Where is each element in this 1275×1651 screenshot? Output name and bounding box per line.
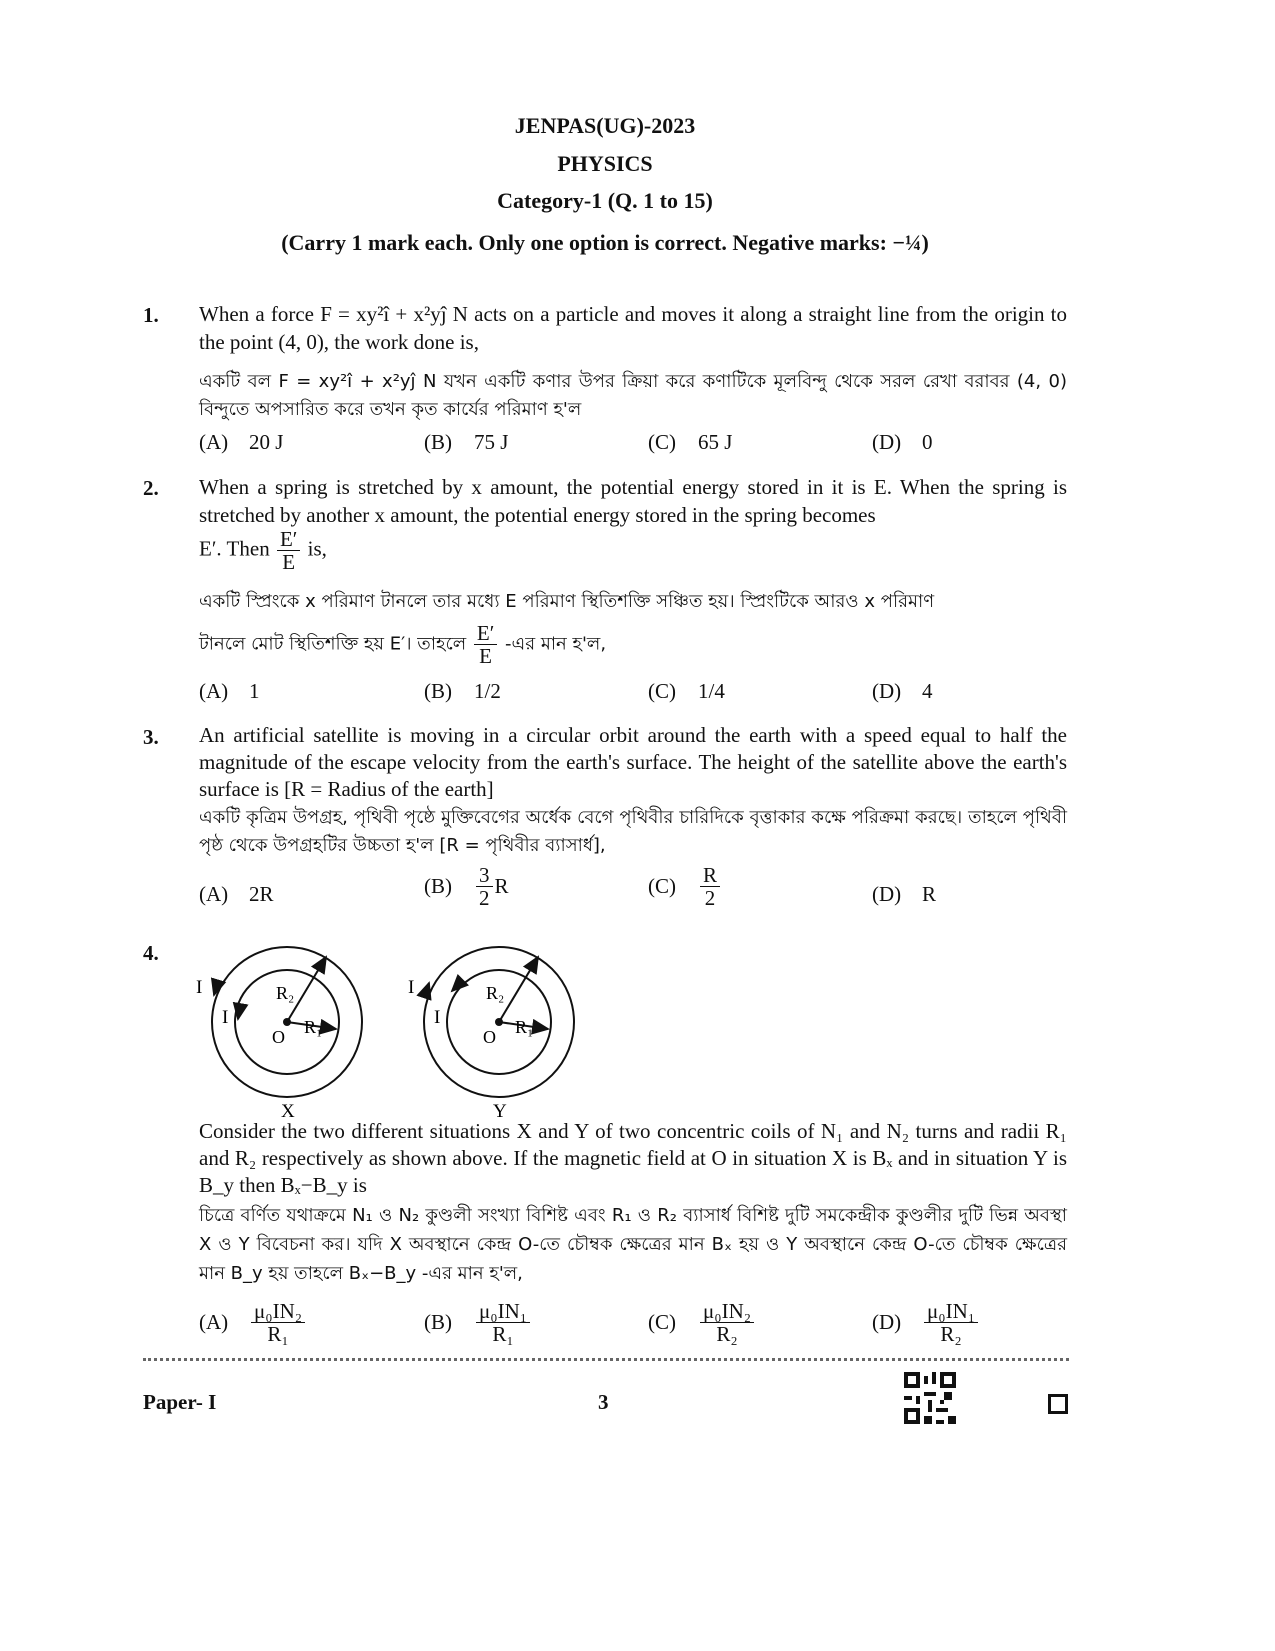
option-a[interactable] xyxy=(199,1300,307,1345)
q2-options xyxy=(199,679,1079,713)
current-arrow-inner xyxy=(238,1007,240,1019)
fraction-denominator: E xyxy=(282,550,296,575)
q2-bn-post: -এর মান হ'ল, xyxy=(505,633,607,655)
center-label: O xyxy=(483,1027,496,1047)
option-c[interactable] xyxy=(648,1300,756,1345)
fraction-denominator: 2 xyxy=(704,886,716,911)
question-2-english-line3 xyxy=(199,528,1067,573)
option-c[interactable] xyxy=(648,430,732,455)
option-label: (C) xyxy=(648,679,676,703)
question-4-bengali: চিত্রে বর্ণিত যথাক্রমে N₁ ও N₂ কুণ্ডলী সংখ্যা বিশিষ্ট এবং R₁ ও R₂ ব্যাসার্ধ বিশিষ্ট দুটি সমকেন্দ্রীক কুণ্ডলীর দুটি ভিন্ন অবস্থা X ও Y বিবেচনা কর। যদি X অবস্থানে কেন্দ্র O-তে চৌম্বক ক্ষেত্রের মান Bₓ হয় ও Y অবস্থানে কেন্দ্র O-তে চৌম্বক ক্ষেত্রের মান B_y হয় তাহলে Bₓ−B_y -এর মান হ'ল, xyxy=(199,1205,1067,1284)
fraction-numerator: R xyxy=(700,864,720,887)
option-b[interactable] xyxy=(424,864,509,909)
option-text: 1 xyxy=(249,679,260,703)
q1-force-expression-bn: F = xy²î + x²yĵ N xyxy=(278,371,437,392)
option-label: (A) xyxy=(199,430,229,454)
question-1-bengali xyxy=(199,368,1067,424)
option-fraction xyxy=(476,864,493,909)
q2-en-post: is, xyxy=(307,536,327,561)
option-fraction xyxy=(476,1300,530,1345)
question-1-english xyxy=(199,300,1067,356)
question-3-bengali: একটি কৃত্রিম উপগ্রহ, পৃথিবী পৃষ্ঠে মুক্তিবেগের অর্ধেক বেগে পৃথিবীর চারিদিকে বৃত্তাকার কক্ষে পরিক্রমা করছে। তাহলে পৃথিবী পৃষ্ঠ থেকে উপগ্রহটির উচ্চতা হ'ল [R = পৃথিবীর ব্যাসার্ধ], xyxy=(199,807,1067,856)
category-title: Category-1 (Q. 1 to 15) xyxy=(497,188,713,213)
radius-r1-label: R₁ xyxy=(304,1017,323,1037)
question-4-english: Consider the two different situations X and Y of two concentric coils of N₁ and N₂ turns and radii R₁ and R₂ respectively as shown above. If the magnetic field at O in situation X is Bₓ and in situation Y is B_y then Bₓ−B_y is xyxy=(199,1119,1067,1197)
q1-bn-pre: একটি বল xyxy=(199,371,272,392)
question-number: 4. xyxy=(143,941,159,965)
fraction-numerator: μ₀IN₁ xyxy=(476,1300,530,1323)
current-label: I xyxy=(222,1007,229,1028)
option-d[interactable] xyxy=(872,1300,980,1345)
current-label: I xyxy=(196,977,203,998)
option-label: (D) xyxy=(872,1310,902,1335)
current-arrow-outer xyxy=(425,983,429,995)
question-2-english: When a spring is stretched by x amount, the potential energy stored in it is E. When the spring is stretched by another x amount, the potential energy stored in the spring becomes xyxy=(199,475,1067,527)
fraction-numerator: E′ xyxy=(474,622,497,645)
fraction-numerator: μ₀IN₂ xyxy=(251,1300,305,1323)
q2-bn-pre: টানলে মোট স্থিতিশক্তি হয় E′। তাহলে xyxy=(199,633,467,655)
option-d[interactable] xyxy=(872,430,933,455)
fraction-denominator: R₂ xyxy=(940,1322,962,1347)
fraction-numerator: μ₀IN₁ xyxy=(924,1300,978,1323)
option-d[interactable] xyxy=(872,679,933,704)
option-label: (A) xyxy=(199,882,229,906)
fraction-denominator: R₁ xyxy=(267,1322,289,1347)
option-label: (D) xyxy=(872,430,902,454)
option-d[interactable] xyxy=(872,882,936,907)
option-fraction xyxy=(924,1300,978,1345)
option-text: 65 J xyxy=(698,430,733,454)
question-3-english: An artificial satellite is moving in a circular orbit around the earth with a speed equal to half the magnitude of the escape velocity from the earth's surface. The height of the satellite above the earth's surface is [R = Radius of the earth] xyxy=(199,723,1067,801)
current-label: I xyxy=(434,1007,441,1028)
option-c[interactable] xyxy=(648,679,725,704)
option-text: 2R xyxy=(249,882,274,906)
option-text: 1/4 xyxy=(698,679,725,703)
fraction-denominator: E xyxy=(479,644,492,669)
q1-en-post: acts on a particle and moves it along a straight line from the origin to the point (4, 0), the work done is, xyxy=(199,302,1068,354)
question-2-bengali-line1: একটি স্প্রিংকে x পরিমাণ টানলে তার মধ্যে E পরিমাণ স্থিতিশক্তি সঞ্চিত হয়। স্প্রিংটিকে আরও x পরিমাণ xyxy=(199,591,935,612)
radius-r2-label: R₂ xyxy=(486,983,505,1003)
q1-bn-post: যখন একটি কণার উপর ক্রিয়া করে কণাটিকে মূলবিন্দু থেকে সরল রেখা বরাবর (4, 0) বিন্দুতে অপসারিত করে তখন কৃত কার্যের পরিমাণ হ'ল xyxy=(199,371,1067,420)
caption-y: Y xyxy=(493,1101,507,1120)
option-b[interactable] xyxy=(424,430,508,455)
e-ratio-fraction xyxy=(277,528,300,573)
e-ratio-fraction-bn xyxy=(474,622,497,667)
q4-options xyxy=(199,1300,1079,1358)
option-label: (D) xyxy=(872,679,902,703)
option-text: 20 J xyxy=(249,430,284,454)
paper-label: Paper- I xyxy=(143,1390,217,1414)
fraction-numerator: E′ xyxy=(277,528,300,551)
option-fraction xyxy=(700,864,720,909)
caption-x: X xyxy=(281,1101,295,1120)
option-a[interactable] xyxy=(199,430,283,455)
qr-code-icon xyxy=(904,1372,956,1424)
option-label: (C) xyxy=(648,430,676,454)
page-marker-square xyxy=(1048,1394,1068,1414)
option-suffix: R xyxy=(494,874,509,899)
option-b[interactable] xyxy=(424,1300,532,1345)
option-label: (B) xyxy=(424,679,452,703)
option-label: (C) xyxy=(648,1310,676,1335)
subject-title: PHYSICS xyxy=(557,151,653,176)
option-text: 4 xyxy=(922,679,933,703)
question-number: 3. xyxy=(143,725,159,749)
option-c[interactable] xyxy=(648,864,722,909)
page-number: 3 xyxy=(598,1390,609,1414)
confidential-dotted-line xyxy=(143,1358,1069,1365)
question-2-bengali-line2 xyxy=(199,622,1067,667)
option-b[interactable] xyxy=(424,679,501,704)
current-label: I xyxy=(408,977,415,998)
option-fraction xyxy=(700,1300,754,1345)
situation-x-diagram xyxy=(196,947,362,1120)
fraction-numerator: 3 xyxy=(476,864,493,887)
concentric-coils-figure xyxy=(190,935,590,1120)
option-label: (A) xyxy=(199,1310,229,1335)
q1-force-expression: F = xy²î + x²yĵ N xyxy=(320,302,468,326)
fraction-denominator: R₂ xyxy=(716,1322,738,1347)
option-label: (B) xyxy=(424,430,452,454)
center-label: O xyxy=(272,1027,285,1047)
option-text: 1/2 xyxy=(474,679,501,703)
option-text: 75 J xyxy=(474,430,509,454)
question-number: 1. xyxy=(143,303,159,327)
option-a[interactable] xyxy=(199,882,274,907)
option-label: (C) xyxy=(648,874,676,899)
q1-en-pre: When a force xyxy=(199,302,314,326)
q2-en-pre: E′. Then xyxy=(199,536,270,561)
radius-r1-label: R₁ xyxy=(515,1017,534,1037)
option-a[interactable] xyxy=(199,679,260,704)
option-label: (A) xyxy=(199,679,229,703)
instructions: (Carry 1 mark each. Only one option is correct. Negative marks: −¼) xyxy=(281,230,929,255)
fraction-denominator: 2 xyxy=(479,886,490,911)
option-text: R xyxy=(922,882,937,906)
radius-r2-label: R₂ xyxy=(276,983,295,1003)
exam-title: JENPAS(UG)-2023 xyxy=(514,113,696,138)
option-label: (D) xyxy=(872,882,902,906)
fraction-numerator: μ₀IN₂ xyxy=(700,1300,754,1323)
q1-options xyxy=(199,430,1079,464)
option-label: (B) xyxy=(424,1310,452,1335)
fraction-denominator: R₁ xyxy=(492,1322,514,1347)
question-number: 2. xyxy=(143,476,159,500)
option-text: 0 xyxy=(922,430,933,454)
option-label: (B) xyxy=(424,874,452,899)
q3-options xyxy=(199,864,1079,920)
situation-y-diagram xyxy=(408,947,574,1120)
option-fraction xyxy=(251,1300,305,1345)
radius-r2-arrow xyxy=(499,957,538,1022)
